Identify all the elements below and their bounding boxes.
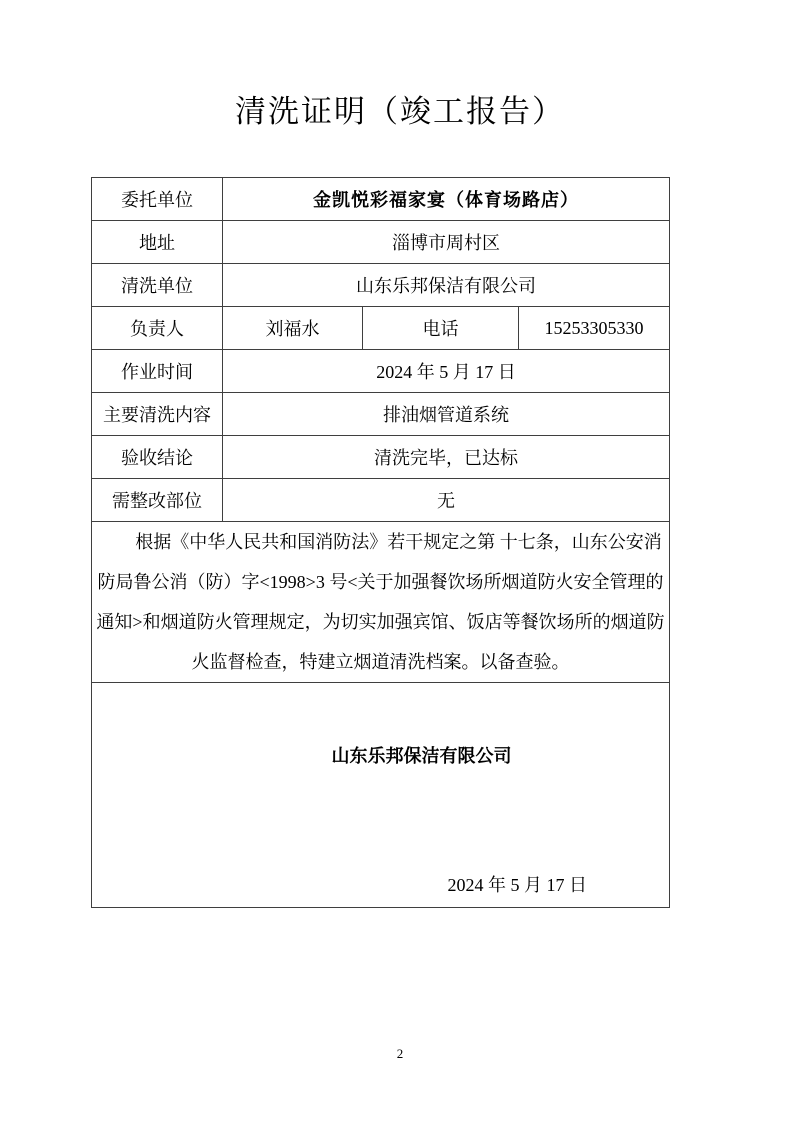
entrust-unit-label: 委托单位: [92, 178, 223, 221]
row-work-date: [92, 350, 670, 393]
address-value: 淄博市周村区: [223, 221, 670, 264]
work-date-label: 作业时间: [92, 350, 223, 393]
principal-name: 刘福水: [223, 307, 363, 350]
legal-note: 根据《中华人民共和国消防法》若干规定之第 十七条，山东公安消防局鲁公消（防）字<1998>3 号<关于加强餐饮场所烟道防火安全管理的通知>和烟道防火管理规定，为切实加强宾馆、饭店等餐饮场所的烟道防火监督检查，特建立烟道清洗档案。以备查验。: [92, 522, 670, 683]
work-date-value: 2024 年 5 月 17 日: [223, 350, 670, 393]
row-acceptance-conclusion: [92, 436, 670, 479]
signature-cell: [92, 683, 670, 908]
cleaning-unit-value: 山东乐邦保洁有限公司: [223, 264, 670, 307]
cleaning-content-label: 主要清洗内容: [92, 393, 223, 436]
row-entrust-unit: [92, 178, 670, 221]
certificate-table: [91, 177, 670, 908]
row-signature: [92, 683, 670, 908]
principal-label: 负责人: [92, 307, 223, 350]
rectification-label: 需整改部位: [92, 479, 223, 522]
row-principal: [92, 307, 670, 350]
phone-value: 15253305330: [519, 307, 670, 350]
row-legal-note: [92, 522, 670, 683]
cleaning-content-value: 排油烟管道系统: [223, 393, 670, 436]
acceptance-conclusion-label: 验收结论: [92, 436, 223, 479]
signature-date: 2024 年 5 月 17 日: [447, 875, 587, 895]
acceptance-conclusion-value: 清洗完毕，已达标: [223, 436, 670, 479]
page-title: 清洗证明（竣工报告）: [235, 94, 565, 129]
page-number: 2: [396, 1046, 404, 1061]
rectification-value: 无: [223, 479, 670, 522]
cleaning-unit-label: 清洗单位: [92, 264, 223, 307]
row-cleaning-unit: [92, 264, 670, 307]
entrust-unit-value: 金凯悦彩福家宴（体育场路店）: [223, 178, 670, 221]
address-label: 地址: [92, 221, 223, 264]
signature-company: 山东乐邦保洁有限公司: [331, 746, 512, 766]
row-rectification: [92, 479, 670, 522]
row-cleaning-content: [92, 393, 670, 436]
row-address: [92, 221, 670, 264]
phone-label: 电话: [363, 307, 519, 350]
